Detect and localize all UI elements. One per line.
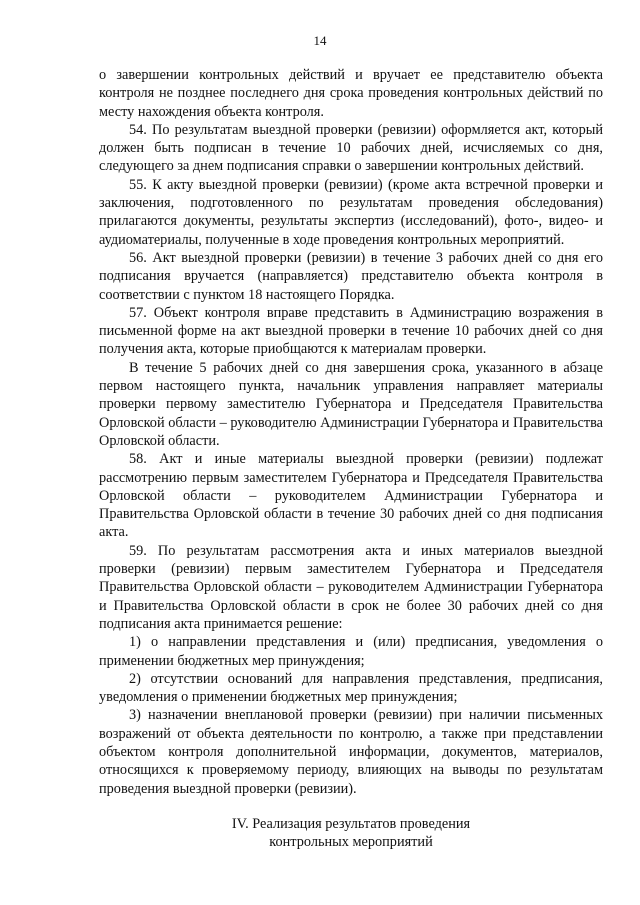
paragraph-57: 57. Объект контроля вправе представить в Администрацию возражения в письменной форме на акт выездной проверки в течение 10 рабочих дней со дня получения акта, которые приобщаются к материалам проверки.: [99, 304, 603, 358]
page-number: 14: [313, 33, 327, 48]
paragraph-55: 55. К акту выездной проверки (ревизии) (кроме акта встречной проверки и заключения, подготовленного по результатам проведения обследования) прилагаются документы, результаты экспертиз (исследований), фото-, видео- и аудиоматериалы, полученные в ходе проведения контрольных мероприятий.: [99, 176, 603, 248]
section-heading-line-1: IV. Реализация результатов проведения: [231, 816, 471, 832]
paragraph-59: 59. По результатам рассмотрения акта и иных материалов выездной проверки (ревизии) первым заместителем Губернатора и Председателя Правительства Орловской области – руководителем Администрации Губернатора и Правительства Орловской области в срок не более 30 рабочих дней со дня подписания акта принимается решение:: [99, 542, 603, 632]
document-body: [99, 66, 603, 798]
paragraph-54: 54. По результатам выездной проверки (ревизии) оформляется акт, который должен быть подписан в течение 10 рабочих дней, исчисляемых со дня, следующего за днем подписания справки о завершении контрольных действий.: [99, 121, 603, 175]
section-heading: [99, 815, 603, 852]
section-heading-line-2: контрольных мероприятий: [269, 834, 433, 851]
decision-item-2: 2) отсутствии оснований для направления представления, предписания, уведомления о применении бюджетных мер принуждения;: [99, 670, 603, 706]
decision-item-3: 3) назначении внеплановой проверки (ревизии) при наличии письменных возражений от объекта деятельности по контролю, а также при представлении объектом контроля дополнительной информации, документов, материалов, относящихся к проверяемому периоду, влияющих на выводы по результатам проведения выездной проверки (ревизии).: [99, 707, 603, 797]
paragraph-57-second: В течение 5 рабочих дней со дня завершения срока, указанного в абзаце первом настоящего пункта, начальник управления направляет материалы проверки первому заместителю Губернатора и Председателя Правительства Орловской области – руководителю Администрации Губернатора и Правительства Орловской области.: [99, 359, 603, 449]
decision-item-1: 1) о направлении представления и (или) предписания, уведомления о применении бюджетных мер принуждения;: [99, 634, 603, 669]
paragraph-58: 58. Акт и иные материалы выездной проверки (ревизии) подлежат рассмотрению первым заместителем Губернатора и Председателя Правительства Орловской области – руководителем Администрации Губернатора и Правительства Орловской области в течение 30 рабочих дней со дня подписания акта.: [99, 451, 603, 541]
paragraph-56: 56. Акт выездной проверки (ревизии) в течение 3 рабочих дней со дня его подписания вручается (направляется) представителю объекта контроля в соответствии с пунктом 18 настоящего Порядка.: [99, 249, 603, 303]
paragraph-continuation: о завершении контрольных действий и вручает ее представителю объекта контроля не позднее последнего дня срока проведения контрольных действий по месту нахождения объекта контроля.: [99, 67, 603, 120]
